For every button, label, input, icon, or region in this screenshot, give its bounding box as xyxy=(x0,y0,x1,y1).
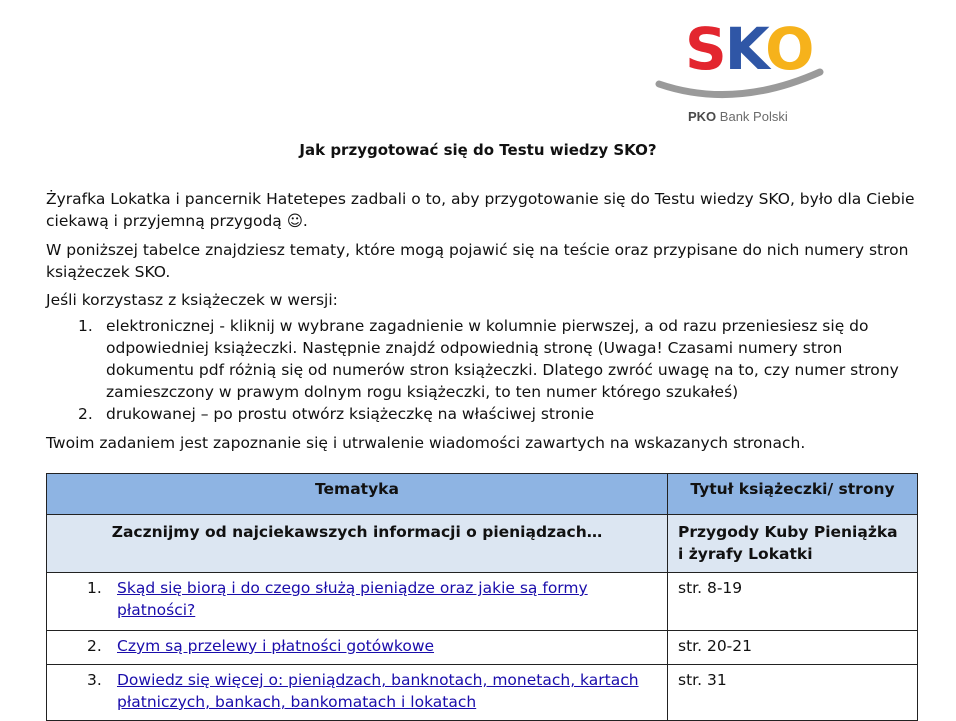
page-title: Jak przygotować się do Testu wiedzy SKO? xyxy=(299,141,657,159)
row-pages: str. 8-19 xyxy=(668,573,918,631)
version-list xyxy=(46,315,918,425)
section-book-line-2: i żyrafy Lokatki xyxy=(678,545,813,563)
intro-paragraph-4: Twoim zadaniem jest zapoznanie się i utrwalenie wiadomości zawartych na wskazanych stronach. xyxy=(46,434,806,452)
intro-paragraph-3: Jeśli korzystasz z książeczek w wersji: xyxy=(46,291,338,309)
section-book-line-1: Przygody Kuby Pieniążka xyxy=(678,523,898,541)
row-number: 3. xyxy=(87,671,102,689)
logo-letter-s: S xyxy=(685,15,725,83)
list-item xyxy=(46,403,918,425)
section-row xyxy=(47,515,918,573)
row-topic-cell xyxy=(47,665,668,721)
table-row xyxy=(47,573,918,631)
table-row xyxy=(47,665,918,721)
logo-letter-o: O xyxy=(765,15,813,83)
logo-brand: PKO xyxy=(688,109,717,124)
row-topic-cell xyxy=(47,573,668,631)
list-item xyxy=(46,315,918,403)
table-row xyxy=(47,631,918,665)
topic-link[interactable]: Czym są przelewy i płatności gotówkowe xyxy=(117,637,435,655)
logo-caption xyxy=(688,109,788,124)
intro-paragraph-2: W poniższej tabelce znajdziesz tematy, które mogą pojawić się na teście oraz przypisane do nich numery stron książeczek SKO. xyxy=(46,241,909,281)
topics-table xyxy=(46,473,918,721)
topic-link[interactable]: Dowiedz się więcej o: pieniądzach, banknotach, monetach, kartach płatniczych, bankach, bankomatach i lokatach xyxy=(117,671,639,711)
list-item-text: elektronicznej - kliknij w wybrane zagadnienie w kolumnie pierwszej, a od razu przeniesiesz się do odpowiedniej książeczki. Następnie znajdź odpowiednią stronę (Uwaga! Czasami numery stron dokumentu pdf różnią się od numerów stron książeczki. Dlatego zwróć uwagę na to, czy numer strony zamieszczony w prawym dolnym rogu książeczki, to ten numer którego szukałeś) xyxy=(106,317,899,401)
logo-swoosh-icon xyxy=(655,62,825,102)
topic-link[interactable]: Skąd się biorą i do czego służą pieniądze oraz jakie są formy płatności? xyxy=(117,579,588,619)
section-topic: Zacznijmy od najciekawszych informacji o pieniądzach… xyxy=(47,515,668,573)
row-number: 1. xyxy=(87,579,102,597)
list-item-text: drukowanej – po prostu otwórz książeczkę na właściwej stronie xyxy=(106,405,595,423)
logo-bank: Bank Polski xyxy=(719,109,788,124)
logo-letter-k: K xyxy=(724,15,766,83)
section-book xyxy=(668,515,918,573)
row-topic-cell xyxy=(47,631,668,665)
row-pages: str. 20-21 xyxy=(668,631,918,665)
table-header-row xyxy=(47,474,918,515)
row-number: 2. xyxy=(87,637,102,655)
row-pages: str. 31 xyxy=(668,665,918,721)
list-item-number: 1. xyxy=(78,317,93,335)
header-book-pages: Tytuł książeczki/ strony xyxy=(668,474,918,515)
list-item-number: 2. xyxy=(78,405,93,423)
sko-logo xyxy=(655,15,825,128)
header-topic: Tematyka xyxy=(47,474,668,515)
intro-paragraph-1: Żyrafka Lokatka i pancernik Hatetepes zadbali o to, aby przygotowanie się do Testu wiedzy SKO, było dla Ciebie ciekawą i przyjemną przygodą ☺. xyxy=(46,190,915,230)
